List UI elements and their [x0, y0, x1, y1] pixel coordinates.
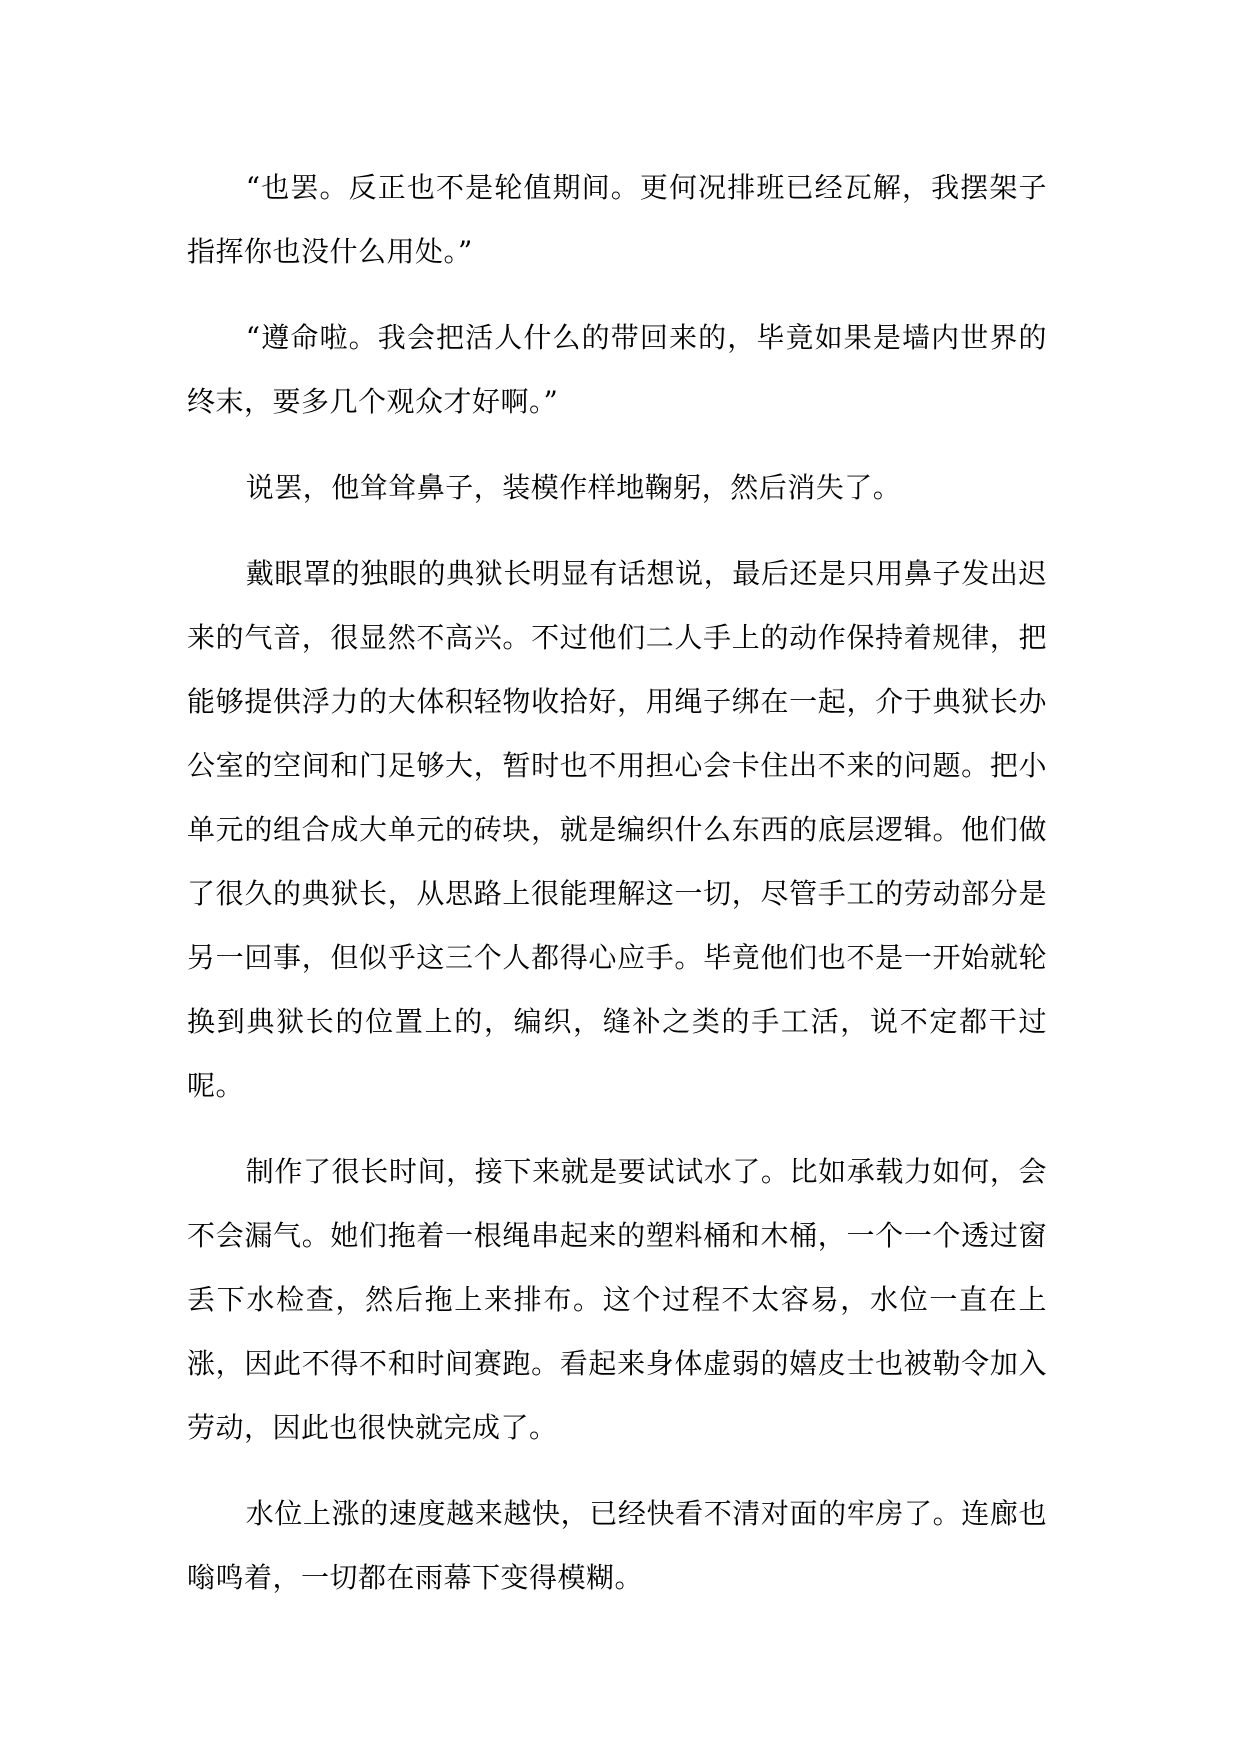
paragraph: 水位上涨的速度越来越快，已经快看不清对面的牢房了。连廊也嗡鸣着，一切都在雨幕下变得模糊。 [187, 1497, 1047, 1594]
document-body [187, 156, 1047, 1632]
paragraph: 说罢，他耸耸鼻子，装模作样地鞠躬，然后消失了。 [245, 471, 902, 504]
paragraph: “也罢。反正也不是轮值期间。更何况排班已经瓦解，我摆架子指挥你也没什么用处。” [187, 171, 1047, 268]
paragraph: “遵命啦。我会把活人什么的带回来的，毕竟如果是墙内世界的终末，要多几个观众才好啊。” [187, 321, 1047, 418]
paragraph: 制作了很长时间，接下来就是要试试水了。比如承载力如何，会不会漏气。她们拖着一根绳串起来的塑料桶和木桶，一个一个透过窗丢下水检查，然后拖上来排布。这个过程不太容易，水位一直在上涨，因此不得不和时间赛跑。看起来身体虚弱的嬉皮士也被勒令加入劳动，因此也很快就完成了。 [187, 1155, 1047, 1444]
paragraph: 戴眼罩的独眼的典狱长明显有话想说，最后还是只用鼻子发出迟来的气音，很显然不高兴。不过他们二人手上的动作保持着规律，把能够提供浮力的大体积轻物收拾好，用绳子绑在一起，介于典狱长办公室的空间和门足够大，暂时也不用担心会卡住出不来的问题。把小单元的组合成大单元的砖块，就是编织什么东西的底层逻辑。他们做了很久的典狱长，从思路上很能理解这一切，尽管手工的劳动部分是另一回事，但似乎这三个人都得心应手。毕竟他们也不是一开始就轮换到典狱长的位置上的，编织，缝补之类的手工活，说不定都干过呢。 [187, 557, 1047, 1102]
